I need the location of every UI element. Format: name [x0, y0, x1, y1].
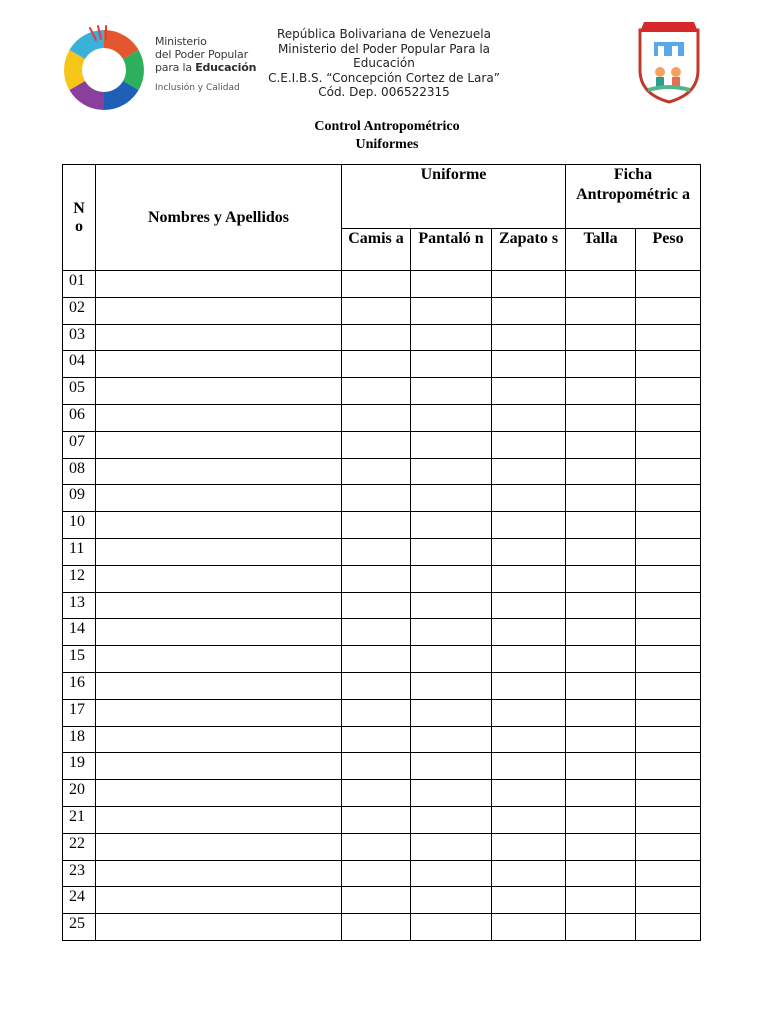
pantalon-cell[interactable]: [411, 378, 492, 405]
camisa-cell[interactable]: [342, 271, 411, 298]
header-zapatos: Zapato s: [492, 229, 566, 271]
peso-cell[interactable]: [636, 726, 701, 753]
table-row: [63, 833, 701, 860]
peso-cell[interactable]: [636, 404, 701, 431]
peso-cell[interactable]: [636, 538, 701, 565]
talla-cell[interactable]: [566, 297, 636, 324]
talla-cell[interactable]: [566, 378, 636, 405]
talla-cell[interactable]: [566, 565, 636, 592]
peso-cell[interactable]: [636, 619, 701, 646]
ministry-line-3: [155, 61, 256, 74]
peso-cell[interactable]: [636, 833, 701, 860]
row-number: 05: [63, 378, 96, 405]
row-number: 12: [63, 565, 96, 592]
row-number: 14: [63, 619, 96, 646]
ministry-ring-icon: [60, 24, 152, 112]
pantalon-cell[interactable]: [411, 404, 492, 431]
row-number: 03: [63, 324, 96, 351]
header-number: N o: [63, 165, 96, 271]
talla-cell[interactable]: [566, 833, 636, 860]
row-number: 06: [63, 404, 96, 431]
pantalon-cell[interactable]: [411, 324, 492, 351]
header-ficha-antropometrica: Ficha Antropométric a: [566, 165, 701, 229]
peso-cell[interactable]: [636, 297, 701, 324]
talla-cell[interactable]: [566, 538, 636, 565]
row-number: 16: [63, 672, 96, 699]
table-row: [63, 431, 701, 458]
name-cell[interactable]: [96, 672, 342, 699]
zapatos-cell[interactable]: [492, 619, 566, 646]
table-row: [63, 699, 701, 726]
name-cell[interactable]: [96, 833, 342, 860]
camisa-cell[interactable]: [342, 378, 411, 405]
pantalon-cell[interactable]: [411, 512, 492, 539]
talla-cell[interactable]: [566, 646, 636, 673]
zapatos-cell[interactable]: [492, 646, 566, 673]
zapatos-cell[interactable]: [492, 485, 566, 512]
camisa-cell[interactable]: [342, 458, 411, 485]
camisa-cell[interactable]: [342, 404, 411, 431]
ministry-name: [155, 35, 256, 74]
peso-cell[interactable]: [636, 887, 701, 914]
peso-cell[interactable]: [636, 699, 701, 726]
row-number: 15: [63, 646, 96, 673]
zapatos-cell[interactable]: [492, 351, 566, 378]
peso-cell[interactable]: [636, 378, 701, 405]
pantalon-cell[interactable]: [411, 565, 492, 592]
header-line-3: C.E.I.B.S. “Concepción Cortez de Lara”: [268, 70, 500, 85]
table-row: [63, 485, 701, 512]
row-number: 21: [63, 806, 96, 833]
row-number: 08: [63, 458, 96, 485]
name-cell[interactable]: [96, 404, 342, 431]
talla-cell[interactable]: [566, 619, 636, 646]
camisa-cell[interactable]: [342, 780, 411, 807]
peso-cell[interactable]: [636, 324, 701, 351]
header-names: Nombres y Apellidos: [96, 165, 342, 271]
table-row: [63, 324, 701, 351]
talla-cell[interactable]: [566, 699, 636, 726]
camisa-cell[interactable]: [342, 672, 411, 699]
row-number: 09: [63, 485, 96, 512]
name-cell[interactable]: [96, 646, 342, 673]
talla-cell[interactable]: [566, 914, 636, 941]
name-cell[interactable]: [96, 914, 342, 941]
row-number: 10: [63, 512, 96, 539]
ministry-line-2: del Poder Popular: [155, 48, 248, 61]
name-cell[interactable]: [96, 271, 342, 298]
table-row: [63, 592, 701, 619]
pantalon-cell[interactable]: [411, 297, 492, 324]
name-cell[interactable]: [96, 887, 342, 914]
pantalon-cell[interactable]: [411, 699, 492, 726]
header-uniforme: Uniforme: [342, 165, 566, 229]
peso-cell[interactable]: [636, 271, 701, 298]
zapatos-cell[interactable]: [492, 753, 566, 780]
table-row: [63, 271, 701, 298]
zapatos-cell[interactable]: [492, 458, 566, 485]
pantalon-cell[interactable]: [411, 485, 492, 512]
anthropometric-table: [62, 164, 701, 941]
pantalon-cell[interactable]: [411, 887, 492, 914]
talla-cell[interactable]: [566, 806, 636, 833]
table-row: [63, 780, 701, 807]
row-number: 17: [63, 699, 96, 726]
camisa-cell[interactable]: [342, 914, 411, 941]
row-number: 22: [63, 833, 96, 860]
camisa-cell[interactable]: [342, 619, 411, 646]
name-cell[interactable]: [96, 726, 342, 753]
row-number: 23: [63, 860, 96, 887]
name-cell[interactable]: [96, 431, 342, 458]
camisa-cell[interactable]: [342, 833, 411, 860]
school-emblem-icon: [632, 20, 706, 104]
header-pantalon: Pantaló n: [411, 229, 492, 271]
camisa-cell[interactable]: [342, 646, 411, 673]
row-number: 24: [63, 887, 96, 914]
name-cell[interactable]: [96, 619, 342, 646]
talla-cell[interactable]: [566, 860, 636, 887]
table-row: [63, 806, 701, 833]
zapatos-cell[interactable]: [492, 512, 566, 539]
ministry-line-3-prefix: para la: [155, 61, 196, 74]
peso-cell[interactable]: [636, 672, 701, 699]
table-row: [63, 458, 701, 485]
header-line-2: Ministerio del Poder Popular Para la Educación: [277, 41, 491, 70]
header-line-1: República Bolivariana de Venezuela: [277, 27, 491, 41]
pantalon-cell[interactable]: [411, 833, 492, 860]
pantalon-cell[interactable]: [411, 538, 492, 565]
talla-cell[interactable]: [566, 271, 636, 298]
name-cell[interactable]: [96, 699, 342, 726]
talla-cell[interactable]: [566, 592, 636, 619]
peso-cell[interactable]: [636, 753, 701, 780]
ministry-line-1: Ministerio: [155, 35, 207, 48]
title-line-2: Uniformes: [355, 137, 419, 152]
pantalon-cell[interactable]: [411, 860, 492, 887]
name-cell[interactable]: [96, 806, 342, 833]
zapatos-cell[interactable]: [492, 404, 566, 431]
camisa-cell[interactable]: [342, 699, 411, 726]
zapatos-cell[interactable]: [492, 297, 566, 324]
zapatos-cell[interactable]: [492, 378, 566, 405]
name-cell[interactable]: [96, 351, 342, 378]
zapatos-cell[interactable]: [492, 914, 566, 941]
peso-cell[interactable]: [636, 351, 701, 378]
camisa-cell[interactable]: [342, 512, 411, 539]
pantalon-cell[interactable]: [411, 672, 492, 699]
peso-cell[interactable]: [636, 485, 701, 512]
camisa-cell[interactable]: [342, 887, 411, 914]
camisa-cell[interactable]: [342, 297, 411, 324]
title-line-1: Control Antropométrico: [314, 119, 460, 134]
name-cell[interactable]: [96, 324, 342, 351]
talla-cell[interactable]: [566, 458, 636, 485]
table-row: [63, 887, 701, 914]
header-camisa: Camis a: [342, 229, 411, 271]
zapatos-cell[interactable]: [492, 726, 566, 753]
camisa-cell[interactable]: [342, 726, 411, 753]
camisa-cell[interactable]: [342, 431, 411, 458]
peso-cell[interactable]: [636, 914, 701, 941]
talla-cell[interactable]: [566, 672, 636, 699]
pantalon-cell[interactable]: [411, 271, 492, 298]
pantalon-cell[interactable]: [411, 914, 492, 941]
pantalon-cell[interactable]: [411, 458, 492, 485]
table-row: [63, 860, 701, 887]
pantalon-cell[interactable]: [411, 592, 492, 619]
name-cell[interactable]: [96, 485, 342, 512]
talla-cell[interactable]: [566, 404, 636, 431]
row-number: 20: [63, 780, 96, 807]
table-row: [63, 297, 701, 324]
table-row: [63, 672, 701, 699]
peso-cell[interactable]: [636, 565, 701, 592]
name-cell[interactable]: [96, 860, 342, 887]
zapatos-cell[interactable]: [492, 887, 566, 914]
talla-cell[interactable]: [566, 753, 636, 780]
talla-cell[interactable]: [566, 780, 636, 807]
row-number: 25: [63, 914, 96, 941]
peso-cell[interactable]: [636, 592, 701, 619]
table-row: [63, 914, 701, 941]
row-number: 11: [63, 538, 96, 565]
peso-cell[interactable]: [636, 860, 701, 887]
table-row: [63, 753, 701, 780]
ministry-tagline: Inclusión y Calidad: [155, 83, 240, 93]
zapatos-cell[interactable]: [492, 592, 566, 619]
row-number: 07: [63, 431, 96, 458]
row-number: 02: [63, 297, 96, 324]
camisa-cell[interactable]: [342, 538, 411, 565]
camisa-cell[interactable]: [342, 860, 411, 887]
zapatos-cell[interactable]: [492, 806, 566, 833]
name-cell[interactable]: [96, 297, 342, 324]
row-number: 04: [63, 351, 96, 378]
camisa-cell[interactable]: [342, 324, 411, 351]
pantalon-cell[interactable]: [411, 431, 492, 458]
institution-header: [250, 27, 518, 100]
zapatos-cell[interactable]: [492, 271, 566, 298]
zapatos-cell[interactable]: [492, 565, 566, 592]
pantalon-cell[interactable]: [411, 646, 492, 673]
talla-cell[interactable]: [566, 485, 636, 512]
header-talla: Talla: [566, 229, 636, 271]
row-number: 13: [63, 592, 96, 619]
zapatos-cell[interactable]: [492, 324, 566, 351]
name-cell[interactable]: [96, 753, 342, 780]
talla-cell[interactable]: [566, 512, 636, 539]
pantalon-cell[interactable]: [411, 619, 492, 646]
table-row: [63, 646, 701, 673]
zapatos-cell[interactable]: [492, 672, 566, 699]
talla-cell[interactable]: [566, 431, 636, 458]
pantalon-cell[interactable]: [411, 806, 492, 833]
name-cell[interactable]: [96, 458, 342, 485]
peso-cell[interactable]: [636, 646, 701, 673]
camisa-cell[interactable]: [342, 806, 411, 833]
zapatos-cell[interactable]: [492, 780, 566, 807]
row-number: 01: [63, 271, 96, 298]
row-number: 18: [63, 726, 96, 753]
table-row: [63, 565, 701, 592]
ministry-line-3-bold: Educación: [195, 61, 257, 74]
peso-cell[interactable]: [636, 806, 701, 833]
table-row: [63, 619, 701, 646]
peso-cell[interactable]: [636, 780, 701, 807]
name-cell[interactable]: [96, 780, 342, 807]
table-row: [63, 512, 701, 539]
table-row: [63, 726, 701, 753]
table-row: [63, 351, 701, 378]
zapatos-cell[interactable]: [492, 860, 566, 887]
talla-cell[interactable]: [566, 887, 636, 914]
talla-cell[interactable]: [566, 351, 636, 378]
talla-cell[interactable]: [566, 726, 636, 753]
zapatos-cell[interactable]: [492, 538, 566, 565]
name-cell[interactable]: [96, 565, 342, 592]
talla-cell[interactable]: [566, 324, 636, 351]
row-number: 19: [63, 753, 96, 780]
header-line-4: Cód. Dep. 006522315: [318, 85, 450, 99]
zapatos-cell[interactable]: [492, 431, 566, 458]
table-row: [63, 538, 701, 565]
camisa-cell[interactable]: [342, 485, 411, 512]
camisa-cell[interactable]: [342, 565, 411, 592]
camisa-cell[interactable]: [342, 753, 411, 780]
pantalon-cell[interactable]: [411, 351, 492, 378]
camisa-cell[interactable]: [342, 351, 411, 378]
zapatos-cell[interactable]: [492, 699, 566, 726]
pantalon-cell[interactable]: [411, 726, 492, 753]
name-cell[interactable]: [96, 512, 342, 539]
peso-cell[interactable]: [636, 458, 701, 485]
table-row: [63, 404, 701, 431]
document-title: [0, 118, 768, 154]
peso-cell[interactable]: [636, 431, 701, 458]
table-row: [63, 378, 701, 405]
name-cell[interactable]: [96, 378, 342, 405]
pantalon-cell[interactable]: [411, 780, 492, 807]
name-cell[interactable]: [96, 592, 342, 619]
pantalon-cell[interactable]: [411, 753, 492, 780]
zapatos-cell[interactable]: [492, 833, 566, 860]
name-cell[interactable]: [96, 538, 342, 565]
header-peso: Peso: [636, 229, 701, 271]
peso-cell[interactable]: [636, 512, 701, 539]
camisa-cell[interactable]: [342, 592, 411, 619]
ministry-logo: [60, 24, 260, 112]
